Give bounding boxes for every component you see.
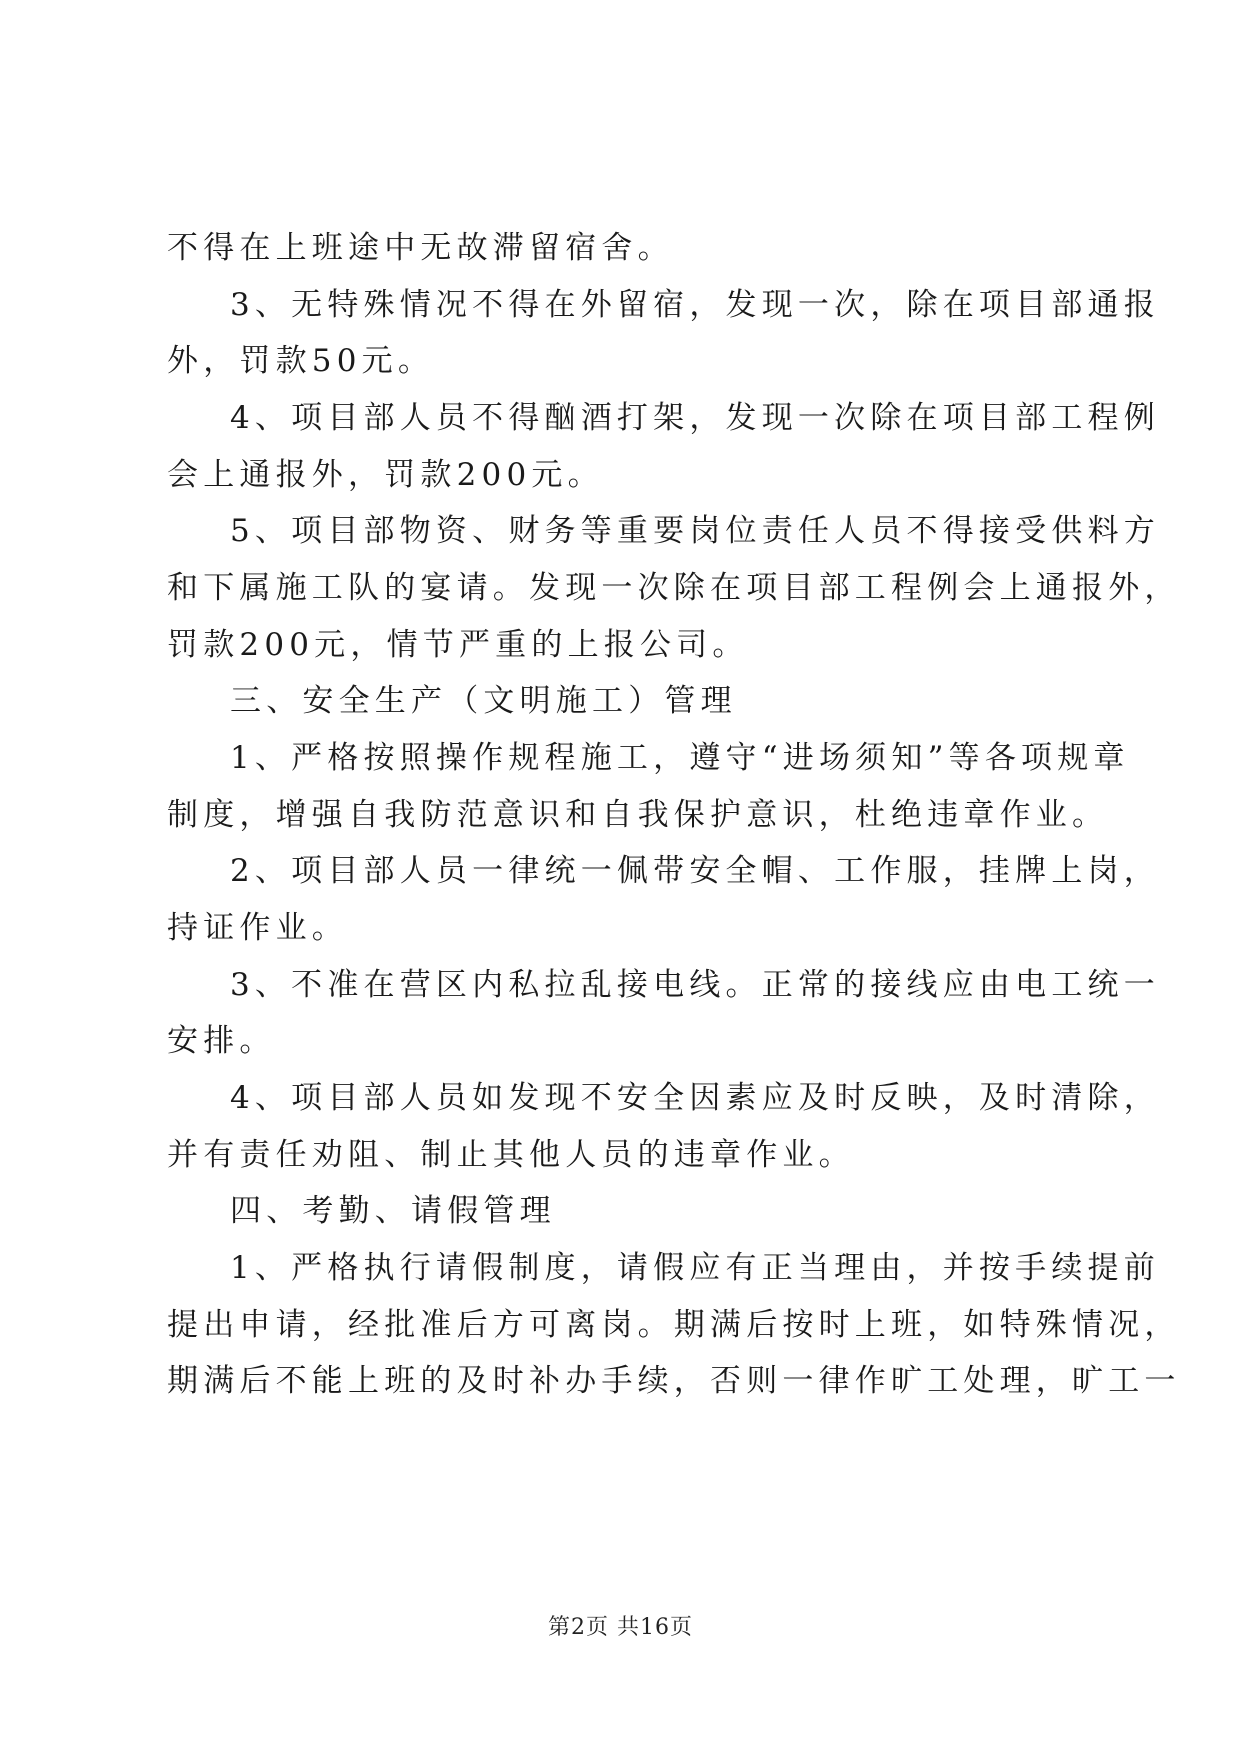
text-line: 4、项目部人员如发现不安全因素应及时反映，及时清除， (230, 1080, 1160, 1116)
text-line: 5、项目部物资、财务等重要岗位责任人员不得接受供料方 (230, 513, 1160, 549)
text-line: 罚款200元，情节严重的上报公司。 (167, 627, 749, 663)
text-line: 持证作业。 (167, 910, 348, 946)
text-line: 外，罚款50元。 (167, 343, 435, 379)
text-line: 2、项目部人员一律统一佩带安全帽、工作服，挂牌上岗， (230, 853, 1160, 889)
text-line: 安排。 (167, 1023, 276, 1059)
text-line: 4、项目部人员不得酗酒打架，发现一次除在项目部工程例 (230, 400, 1160, 436)
text-line: 1、严格执行请假制度，请假应有正当理由，并按手续提前 (230, 1250, 1160, 1286)
text-line: 提出申请，经批准后方可离岗。期满后按时上班，如特殊情况， (167, 1307, 1181, 1343)
text-line: 1、严格按照操作规程施工，遵守“进场须知”等各项规章 (230, 740, 1130, 776)
text-line: 期满后不能上班的及时补办手续，否则一律作旷工处理，旷工一 (167, 1363, 1181, 1399)
text-line: 3、不准在营区内私拉乱接电线。正常的接线应由电工统一 (230, 967, 1160, 1003)
page-number-footer: 第2页 共16页 (548, 1615, 693, 1640)
text-line: 并有责任劝阻、制止其他人员的违章作业。 (167, 1137, 855, 1173)
text-line: 不得在上班途中无故滞留宿舍。 (167, 230, 674, 266)
text-line: 会上通报外，罚款200元。 (167, 457, 604, 493)
section-heading: 三、安全生产（文明施工）管理 (230, 683, 737, 719)
text-line: 和下属施工队的宴请。发现一次除在项目部工程例会上通报外， (167, 570, 1181, 606)
text-line: 制度，增强自我防范意识和自我保护意识，杜绝违章作业。 (167, 797, 1109, 833)
text-line: 3、无特殊情况不得在外留宿，发现一次，除在项目部通报 (230, 287, 1160, 323)
section-heading: 四、考勤、请假管理 (230, 1193, 556, 1229)
